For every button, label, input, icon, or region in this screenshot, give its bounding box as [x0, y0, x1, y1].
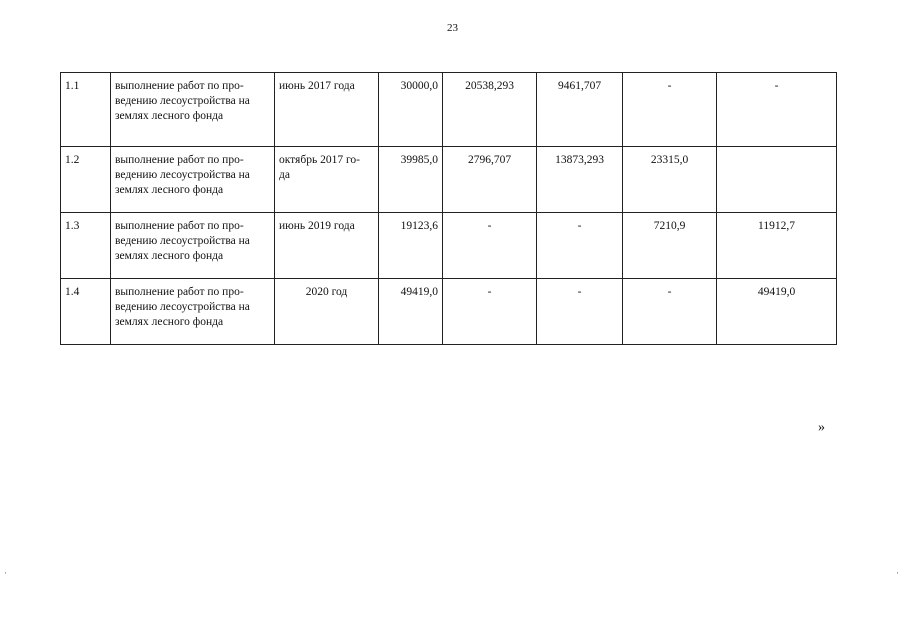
row-deadline-text: июнь 2019 года — [279, 220, 355, 232]
row-total: 30000,0 — [379, 73, 443, 147]
table-row — [61, 73, 837, 147]
row-value-col5: 20538,293 — [443, 73, 537, 147]
row-description-text: выполнение работ по про- ведению лесоустройства на землях лесного фонда — [115, 220, 250, 262]
row-value-col6: - — [537, 279, 623, 345]
table-row — [61, 147, 837, 213]
row-value-col7: 23315,0 — [623, 147, 717, 213]
row-total: 39985,0 — [379, 147, 443, 213]
table-row — [61, 279, 837, 345]
scan-edge-mark-left: · — [4, 568, 7, 578]
row-value-col6: - — [537, 213, 623, 279]
closing-quote-mark: » — [818, 420, 825, 435]
row-deadline-text: октябрь 2017 го- да — [279, 154, 360, 181]
row-value-col8 — [717, 147, 837, 213]
row-deadline-text: 2020 год — [305, 286, 348, 298]
row-description-text: выполнение работ по про- ведению лесоустройства на землях лесного фонда — [115, 286, 250, 328]
row-total: 49419,0 — [379, 279, 443, 345]
row-description-text: выполнение работ по про- ведению лесоустройства на землях лесного фонда — [115, 154, 250, 196]
row-deadline — [275, 279, 379, 345]
row-value-col5: - — [443, 213, 537, 279]
row-number: 1.3 — [61, 213, 111, 279]
row-description — [111, 213, 275, 279]
row-value-col8: - — [717, 73, 837, 147]
budget-table — [60, 72, 837, 345]
row-value-col6: 9461,707 — [537, 73, 623, 147]
row-value-col7: - — [623, 73, 717, 147]
row-number: 1.1 — [61, 73, 111, 147]
row-value-col5: 2796,707 — [443, 147, 537, 213]
row-deadline-text: июнь 2017 года — [279, 80, 355, 92]
row-number: 1.2 — [61, 147, 111, 213]
row-number: 1.4 — [61, 279, 111, 345]
row-deadline — [275, 73, 379, 147]
row-value-col5: - — [443, 279, 537, 345]
row-description — [111, 73, 275, 147]
row-value-col7: 7210,9 — [623, 213, 717, 279]
row-description — [111, 279, 275, 345]
table-row — [61, 213, 837, 279]
page-number: 23 — [447, 22, 458, 34]
row-total: 19123,6 — [379, 213, 443, 279]
row-value-col8: 11912,7 — [717, 213, 837, 279]
row-description — [111, 147, 275, 213]
row-value-col6: 13873,293 — [537, 147, 623, 213]
row-description-text: выполнение работ по про- ведению лесоустройства на землях лесного фонда — [115, 80, 250, 122]
row-deadline — [275, 213, 379, 279]
row-deadline — [275, 147, 379, 213]
scan-edge-mark-right: · — [896, 568, 899, 578]
row-value-col8: 49419,0 — [717, 279, 837, 345]
row-value-col7: - — [623, 279, 717, 345]
